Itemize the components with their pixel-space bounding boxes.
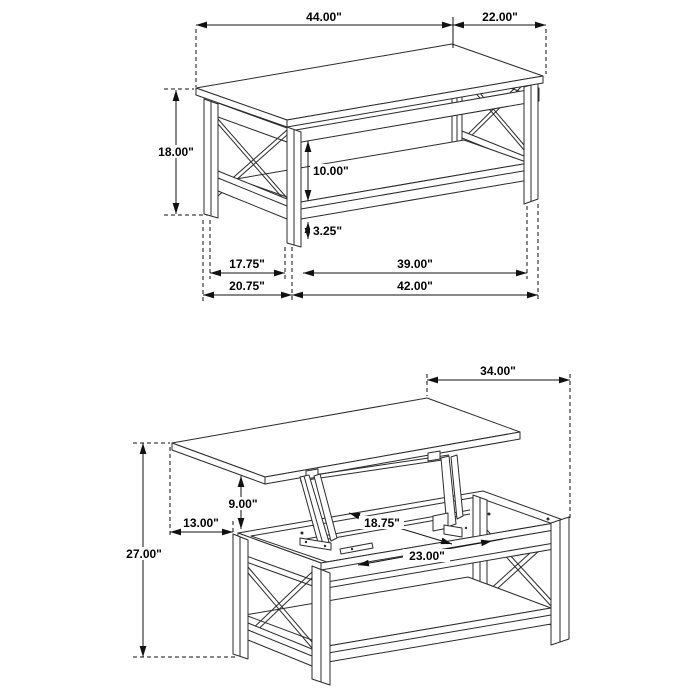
dim-top-length-label: 44.00" <box>306 10 342 24</box>
dim-mechanism-length-label: 23.00" <box>409 549 445 563</box>
dim-top-depth-label: 22.00" <box>482 10 518 24</box>
dim-top-offset-label: 34.00" <box>480 364 516 378</box>
dim-front-inner-label: 39.00" <box>397 257 433 271</box>
dim-end-inner-label: 17.75" <box>229 257 265 271</box>
dim-height-label: 18.00" <box>158 145 194 159</box>
dim-top-overhang-label: 13.00" <box>183 516 219 530</box>
lift-arm-left <box>300 474 337 550</box>
dim-base-clearance-label: 3.25" <box>313 224 343 238</box>
dim-lift-height-label: 9.00" <box>228 497 258 511</box>
open-view-drawing <box>119 364 570 685</box>
dim-mechanism-depth-label: 18.75" <box>364 516 400 530</box>
dim-end-outer-label: 20.75" <box>229 279 265 293</box>
lift-top <box>172 398 520 484</box>
dim-front-outer-label: 42.00" <box>397 279 433 293</box>
dim-shelf-clearance-label: 10.00" <box>313 164 349 178</box>
dim-overall-height-label: 27.00" <box>126 547 162 561</box>
closed-view-drawing <box>155 10 546 301</box>
